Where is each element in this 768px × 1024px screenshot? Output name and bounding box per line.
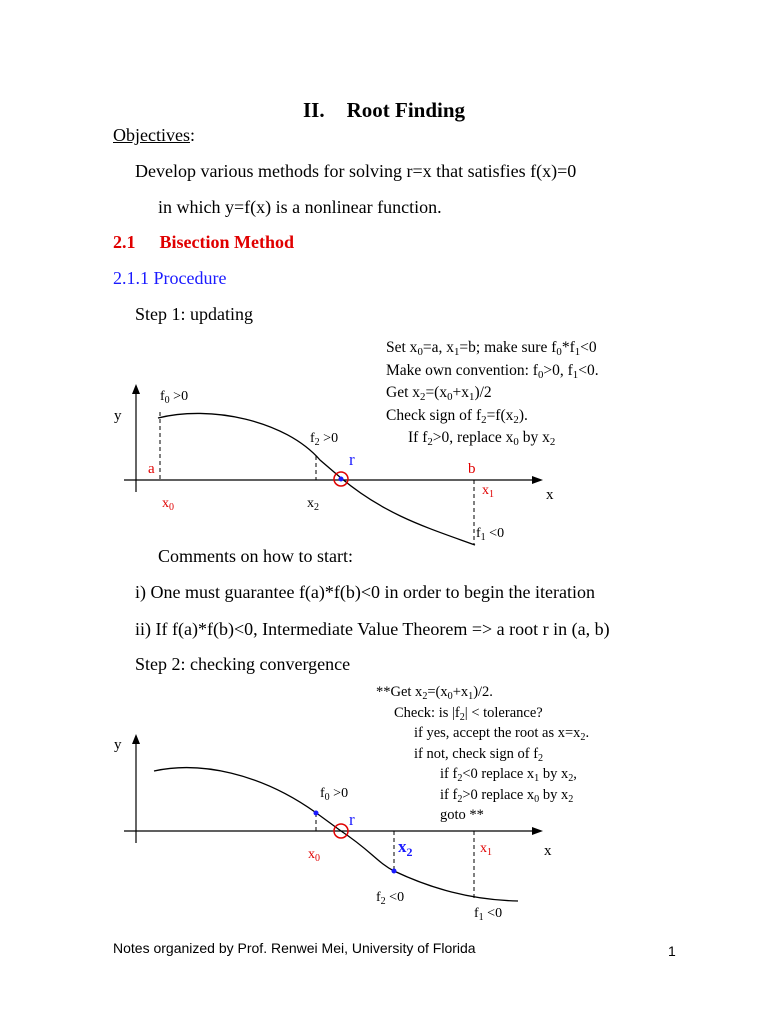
root-label: r [349, 810, 355, 829]
x-axis-arrow [532, 827, 543, 835]
y-axis-arrow [132, 384, 140, 394]
step2-note-5: if $f_2<0$ replace $x_1$ by $x_2$, [440, 766, 577, 784]
step2-heading: Step 2: checking convergence [135, 654, 351, 674]
bisection-diagram-step1 [110, 380, 580, 555]
x0-label: $x_0$ [308, 847, 320, 864]
x-axis-label: x [546, 487, 554, 503]
subsection-heading: 2.1.1 Procedure [113, 268, 227, 288]
step2-note-7: goto ** [440, 807, 484, 823]
a-label: a [148, 461, 155, 477]
step1-note-3: Get $x_2=(x_0+x_1)/2$ [386, 384, 492, 403]
f0-label: $f_0 >0$ [160, 389, 189, 406]
root-label: r [349, 450, 355, 469]
objectives-heading: Objectives: [113, 125, 195, 145]
f2-label: $f_2 <0$ [376, 890, 405, 907]
step2-note-2: Check: is $|f_2|$ < tolerance? [394, 704, 543, 723]
step1-note-4: Check sign of $f_2=f(x_2)$. [386, 406, 528, 426]
y-axis-arrow [132, 734, 140, 744]
x0-label: $x_0$ [162, 496, 174, 513]
f0-label: $f_0 >0$ [320, 786, 349, 803]
chapter-number: II. [302, 98, 325, 122]
step2-note-3: if yes, accept the root as $x=x_2$. [414, 725, 590, 743]
page-title [0, 98, 768, 123]
f1-label: $f_1 <0$ [476, 526, 505, 543]
f1-label: $f_1 <0$ [474, 906, 503, 923]
chapter-title: Root Finding [346, 98, 466, 122]
x1-label: $x_1$ [482, 483, 494, 500]
comment-ii: ii) If f(a)*f(b)<0, Intermediate Value Theorem => a root r in (a, b) [135, 619, 610, 639]
objective-line-2: in which y=f(x) is a nonlinear function. [158, 197, 442, 217]
objective-line-1: Develop various methods for solving r=x that satisfies f(x)=0 [135, 161, 577, 181]
footer-text: Notes organized by Prof. Renwei Mei, University of Florida [113, 940, 476, 956]
f2-label: $f_2 >0$ [310, 431, 339, 448]
x2-label: $x_2$ [398, 837, 413, 859]
y-axis-label: y [114, 408, 122, 424]
root-point [339, 477, 344, 482]
f2-point [392, 869, 397, 874]
section-heading [113, 232, 294, 253]
step2-note-6: if $f_2>0$ replace $x_0$ by $x_2$ [440, 786, 574, 805]
b-label: b [468, 461, 476, 477]
comment-i: i) One must guarantee f(a)*f(b)<0 in order to begin the iteration [135, 582, 595, 602]
bisection-diagram-step2 [110, 728, 580, 923]
step2-note-1: **Get $x_2=(x_0+x_1)/2$. [376, 684, 493, 702]
step1-heading: Step 1: updating [135, 304, 253, 324]
y-axis-label: y [114, 737, 122, 753]
x2-label: $x_2$ [307, 496, 319, 513]
page-number: 1 [668, 943, 676, 959]
x1-label: $x_1$ [480, 841, 492, 858]
step1-note-1: Set $x_0=a$, $x_1=b$; make sure $f_0*f_1<0$ [386, 339, 597, 358]
step2-note-4: if not, check sign of $f_2$ [414, 745, 544, 764]
f0-point [314, 811, 319, 816]
comments-heading: Comments on how to start: [158, 546, 353, 566]
section-title: Bisection Method [159, 232, 294, 252]
step1-note-2: Make own convention: $f_0>0$, $f_1<0$. [386, 361, 599, 381]
x-axis-label: x [544, 843, 552, 859]
step1-note-5: If $f_2>0$, replace $x_0$ by $x_2$ [408, 429, 556, 448]
section-number: 2.1 [113, 232, 136, 252]
x-axis-arrow [532, 476, 543, 484]
